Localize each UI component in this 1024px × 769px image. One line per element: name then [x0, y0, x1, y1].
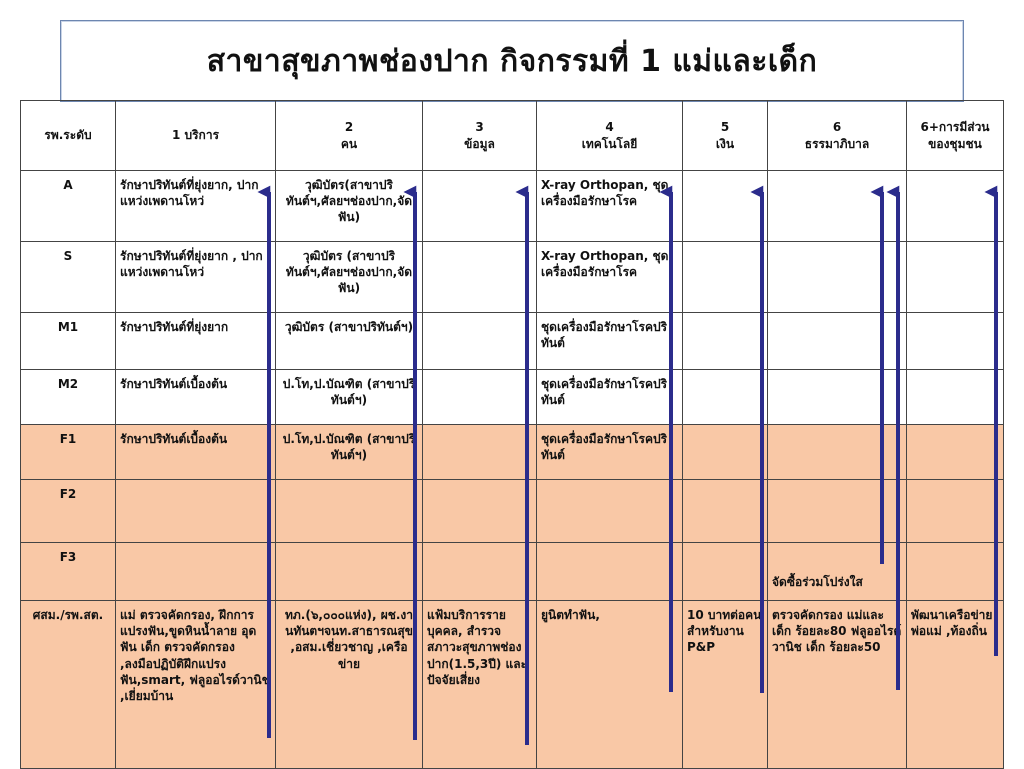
community-cell	[907, 370, 1004, 425]
table-row	[21, 425, 1004, 480]
level-cell: F2	[21, 480, 116, 543]
header-governance: 6 ธรรมาภิบาล	[768, 101, 907, 171]
tech-cell: ยูนิตทำฟัน,	[537, 601, 683, 769]
money-cell	[683, 543, 768, 601]
info-cell	[423, 425, 537, 480]
info-cell	[423, 480, 537, 543]
header-service: 1 บริการ	[116, 101, 276, 171]
service-cell: รักษาปริทันต์ที่ยุ่งยาก, ปากแหว่งเพดานโหว่	[116, 171, 276, 242]
people-cell: วุฒิบัตร(สาขาปริทันต์ฯ,ศัลยฯช่องปาก,จัดฟัน)	[276, 171, 423, 242]
service-cell	[116, 480, 276, 543]
service-cell: รักษาปริทันต์ที่ยุ่งยาก , ปากแหว่งเพดานโหว่	[116, 242, 276, 313]
table-row	[21, 171, 1004, 242]
table-row	[21, 242, 1004, 313]
community-cell: พัฒนาเครือข่ายพ่อแม่ ,ท้องถิ่น	[907, 601, 1004, 769]
people-cell	[276, 543, 423, 601]
info-cell	[423, 171, 537, 242]
table-row	[21, 313, 1004, 370]
money-cell	[683, 313, 768, 370]
community-cell	[907, 171, 1004, 242]
money-cell	[683, 242, 768, 313]
tech-cell: ชุดเครื่องมือรักษาโรคปริทันต์	[537, 370, 683, 425]
header-info: 3 ข้อมูล	[423, 101, 537, 171]
table-row	[21, 543, 1004, 601]
info-cell	[423, 370, 537, 425]
header-level: รพ.ระดับ	[21, 101, 116, 171]
money-cell	[683, 370, 768, 425]
governance-cell	[768, 242, 907, 313]
governance-text: จัดซื้อร่วมโปร่งใส	[772, 574, 863, 589]
header-community: 6+การมีส่วนของชุมชน	[907, 101, 1004, 171]
governance-cell: ตรวจคัดกรอง แม่และเด็ก ร้อยละ80 ฟลูออไรด์วานิช เด็ก ร้อยละ50	[768, 601, 907, 769]
people-cell: วุฒิบัตร (สาขาปริทันต์ฯ,ศัลยฯช่องปาก,จัดฟัน)	[276, 242, 423, 313]
service-cell	[116, 543, 276, 601]
community-cell	[907, 313, 1004, 370]
tech-cell: X-ray Orthopan, ชุดเครื่องมือรักษาโรค	[537, 171, 683, 242]
header-tech: 4 เทคโนโลยี	[537, 101, 683, 171]
capability-table	[20, 100, 1004, 769]
info-cell	[423, 543, 537, 601]
community-cell	[907, 543, 1004, 601]
money-cell: 10 บาทต่อคนสำหรับงาน P&P	[683, 601, 768, 769]
level-cell: ศสม./รพ.สต.	[21, 601, 116, 769]
governance-cell	[768, 171, 907, 242]
governance-cell	[768, 480, 907, 543]
community-cell	[907, 425, 1004, 480]
governance-cell	[768, 370, 907, 425]
tech-cell: X-ray Orthopan, ชุดเครื่องมือรักษาโรค	[537, 242, 683, 313]
level-cell: S	[21, 242, 116, 313]
table-row	[21, 370, 1004, 425]
money-cell	[683, 425, 768, 480]
title-box	[60, 20, 964, 102]
level-cell: M2	[21, 370, 116, 425]
community-cell	[907, 480, 1004, 543]
info-cell	[423, 242, 537, 313]
community-cell	[907, 242, 1004, 313]
tech-cell: ชุดเครื่องมือรักษาโรคปริทันต์	[537, 425, 683, 480]
tech-cell	[537, 543, 683, 601]
governance-cell	[768, 425, 907, 480]
info-cell: แฟ้มบริการรายบุคคล, สำรวจสภาวะสุขภาพช่องปาก(1.5,3ปี) และปัจจัยเสี่ยง	[423, 601, 537, 769]
level-cell: M1	[21, 313, 116, 370]
service-cell: รักษาปริทันต์ที่ยุ่งยาก	[116, 313, 276, 370]
people-cell: ทภ.(๖,๐๐๐แห่ง), ผช.งานทันตฯจนท.สาธารณสุข ,อสม.เชี่ยวชาญ ,เครือข่าย	[276, 601, 423, 769]
service-cell: รักษาปริทันต์เบื้องต้น	[116, 370, 276, 425]
header-money: 5 เงิน	[683, 101, 768, 171]
header-people: 2 คน	[276, 101, 423, 171]
people-cell: วุฒิบัตร (สาขาปริทันต์ฯ)	[276, 313, 423, 370]
level-cell: F1	[21, 425, 116, 480]
people-cell: ป.โท,ป.บัณฑิต (สาขาปริทันต์ฯ)	[276, 425, 423, 480]
level-cell: A	[21, 171, 116, 242]
header-row	[21, 101, 1004, 171]
table-row	[21, 480, 1004, 543]
tech-cell	[537, 480, 683, 543]
service-cell: แม่ ตรวจคัดกรอง, ฝึกการแปรงฟัน,ขูดหินน้ำลาย อุดฟัน เด็ก ตรวจคัดกรอง ,ลงมือปฏิบัติฝึกแปรงฟัน,smart, ฟลูออไรด์วานิช ,เยี่ยมบ้าน	[116, 601, 276, 769]
money-cell	[683, 171, 768, 242]
people-cell	[276, 480, 423, 543]
table-row	[21, 601, 1004, 769]
service-cell: รักษาปริทันต์เบื้องต้น	[116, 425, 276, 480]
governance-cell	[768, 313, 907, 370]
tech-cell: ชุดเครื่องมือรักษาโรคปริทันต์	[537, 313, 683, 370]
level-cell: F3	[21, 543, 116, 601]
money-cell	[683, 480, 768, 543]
people-cell: ป.โท,ป.บัณฑิต (สาขาปริทันต์ฯ)	[276, 370, 423, 425]
governance-cell	[768, 543, 907, 601]
info-cell	[423, 313, 537, 370]
page-title: สาขาสุขภาพช่องปาก กิจกรรมที่ 1 แม่และเด็ก	[206, 43, 818, 79]
